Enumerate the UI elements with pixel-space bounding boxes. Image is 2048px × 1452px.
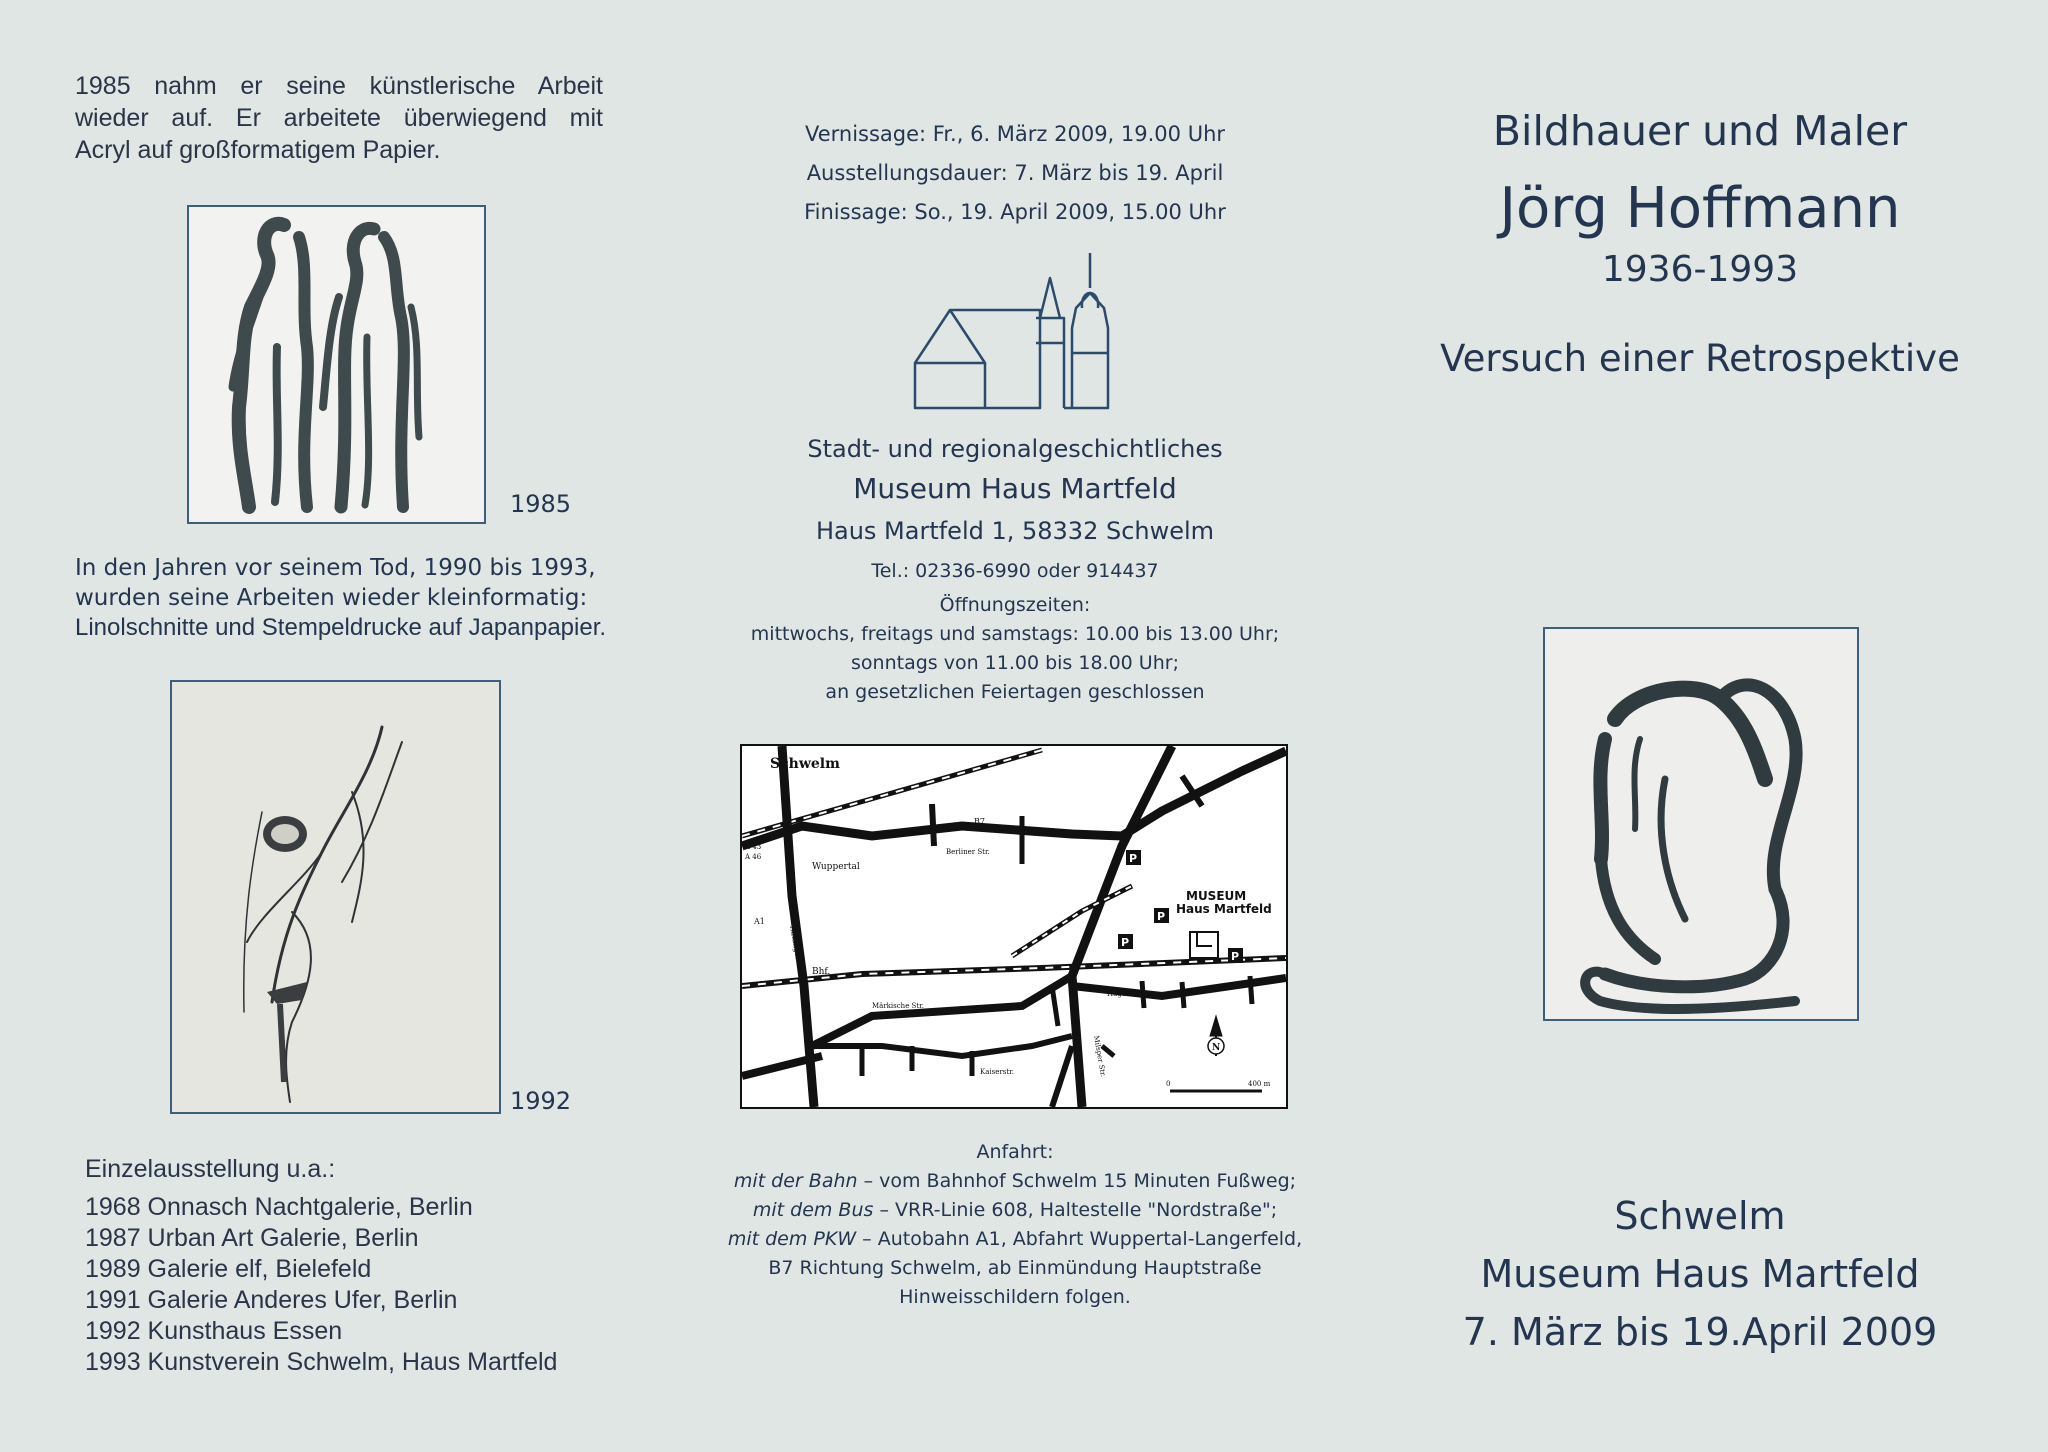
list-item: 1987 Urban Art Galerie, Berlin [85, 1224, 419, 1252]
late-line: Linolschnitte und Stempeldrucke auf Japanpapier. [75, 614, 607, 641]
map-road-label: Hagener Str. [1107, 990, 1153, 998]
scale-end-label: 400 m [1248, 1080, 1271, 1088]
scale-start-label: 0 [1166, 1080, 1171, 1088]
directions-text: – Autobahn A1, Abfahrt Wuppertal-Langerfeld, [856, 1228, 1303, 1250]
map-road-label: Wuppertal [812, 862, 860, 872]
map-road-label: Berliner Str. [946, 848, 990, 856]
intro-line: Acryl auf großformatigem Papier. [75, 136, 441, 164]
map-road-label: A 43 [745, 843, 762, 851]
museum-info [700, 430, 1330, 707]
museum-phone: Tel.: 02336-6990 oder 914437 [871, 560, 1159, 582]
map-road-label: Märkische Str. [872, 1002, 924, 1010]
intro-line: 1985 nahm er seine künstlerische Arbeit [75, 72, 603, 100]
late-works-text [75, 553, 635, 643]
hours-line: mittwochs, freitags und samstags: 10.00 bis 13.00 Uhr; [750, 623, 1280, 645]
list-item: 1993 Kunstverein Schwelm, Haus Martfeld [85, 1348, 558, 1376]
north-arrow-label: N [1212, 1043, 1221, 1053]
map-station-label: Bhf. [812, 967, 831, 977]
duration-line: Ausstellungsdauer: 7. März bis 19. April [806, 161, 1224, 185]
list-item: 1991 Galerie Anderes Ufer, Berlin [85, 1286, 458, 1314]
directions-line [700, 1225, 1330, 1254]
exhibition-title: Versuch einer Retrospektive [1440, 337, 1960, 380]
seated-figure-drawing [1545, 629, 1857, 1019]
list-item: 1968 Onnasch Nachtgalerie, Berlin [85, 1193, 473, 1221]
intro-line: wieder auf. Er arbeitete überwiegend mit [75, 104, 603, 132]
artist-subtitle: Bildhauer und Maler [1492, 107, 1908, 155]
map-road-label: B 7 Hagen [1208, 763, 1251, 792]
museum-line1: Stadt- und regionalgeschichtliches [807, 435, 1223, 463]
exhibitions-heading: Einzelausstellung u.a.: [85, 1155, 336, 1183]
event-dates [740, 115, 1290, 232]
parking-label: P [1231, 950, 1240, 963]
artist-name: Jörg Hoffmann [1499, 176, 1901, 241]
map-museum-label: Haus Martfeld [1176, 902, 1272, 916]
parking-label: P [1129, 852, 1138, 865]
museum-name: Museum Haus Martfeld [853, 472, 1177, 505]
directions-line: B7 Richtung Schwelm, ab Einmündung Hauptstraße [768, 1257, 1262, 1279]
venue-block [1380, 1187, 2020, 1361]
directions-line [700, 1196, 1330, 1225]
late-line: In den Jahren vor seinem Tod, 1990 bis 1993, [75, 555, 596, 581]
directions-mode: mit der Bahn [733, 1170, 858, 1192]
artwork-1985-year: 1985 [510, 490, 572, 518]
map-road-label: Kaiserstr. [980, 1068, 1014, 1076]
linocut-drawing [172, 682, 499, 1112]
featured-artwork-image [1543, 627, 1859, 1021]
museum-address: Haus Martfeld 1, 58332 Schwelm [815, 517, 1215, 545]
map-road-label: Hattinger Str. [788, 924, 805, 975]
artwork-1992-year: 1992 [510, 1087, 572, 1115]
parking-label: P [1157, 910, 1166, 923]
map-road-label: B7 [974, 817, 985, 826]
opening-hours-heading: Öffnungszeiten: [939, 594, 1091, 616]
list-item: 1989 Galerie elf, Bielefeld [85, 1255, 372, 1283]
map-city-label: Schwelm [770, 756, 840, 772]
artist-lifespan: 1936-1993 [1601, 249, 1799, 290]
location-map [740, 744, 1288, 1109]
venue-dates: 7. März bis 19.April 2009 [1462, 1310, 1938, 1354]
vernissage-line: Vernissage: Fr., 6. März 2009, 19.00 Uhr [804, 122, 1226, 146]
directions-mode: mit dem PKW [727, 1228, 857, 1250]
artwork-1992-image [170, 680, 501, 1114]
map-road-label: A1 [754, 917, 765, 926]
title-block [1380, 100, 2020, 384]
list-item: 1992 Kunsthaus Essen [85, 1317, 343, 1345]
two-figures-drawing [189, 207, 484, 522]
exhibitions-list [85, 1192, 557, 1378]
directions-text: – vom Bahnhof Schwelm 15 Minuten Fußweg; [857, 1170, 1297, 1192]
map-museum-label: MUSEUM [1186, 889, 1247, 903]
late-line: wurden seine Arbeiten wieder kleinformatig: [75, 585, 588, 611]
opening-hours [700, 620, 1330, 707]
map-road-label: A 46 [745, 853, 762, 861]
directions-mode: mit dem Bus [752, 1199, 874, 1221]
venue-name: Museum Haus Martfeld [1480, 1252, 1920, 1296]
museum-building-icon [910, 248, 1130, 413]
parking-label: P [1121, 936, 1130, 949]
hours-line: an gesetzlichen Feiertagen geschlossen [825, 681, 1205, 703]
street-map [742, 746, 1286, 1107]
directions-heading: Anfahrt: [976, 1141, 1054, 1163]
directions [700, 1138, 1330, 1312]
intro-text [75, 70, 603, 166]
finissage-line: Finissage: So., 19. April 2009, 15.00 Uhr [804, 200, 1226, 224]
directions-line: Hinweisschildern folgen. [899, 1286, 1131, 1308]
artwork-1985-image [187, 205, 486, 524]
directions-text: – VRR-Linie 608, Haltestelle "Nordstraße"; [873, 1199, 1278, 1221]
directions-line [700, 1167, 1330, 1196]
venue-city: Schwelm [1614, 1194, 1786, 1238]
map-road-label: Milsper Str. [1092, 1034, 1108, 1078]
hours-line: sonntags von 11.00 bis 18.00 Uhr; [851, 652, 1179, 674]
